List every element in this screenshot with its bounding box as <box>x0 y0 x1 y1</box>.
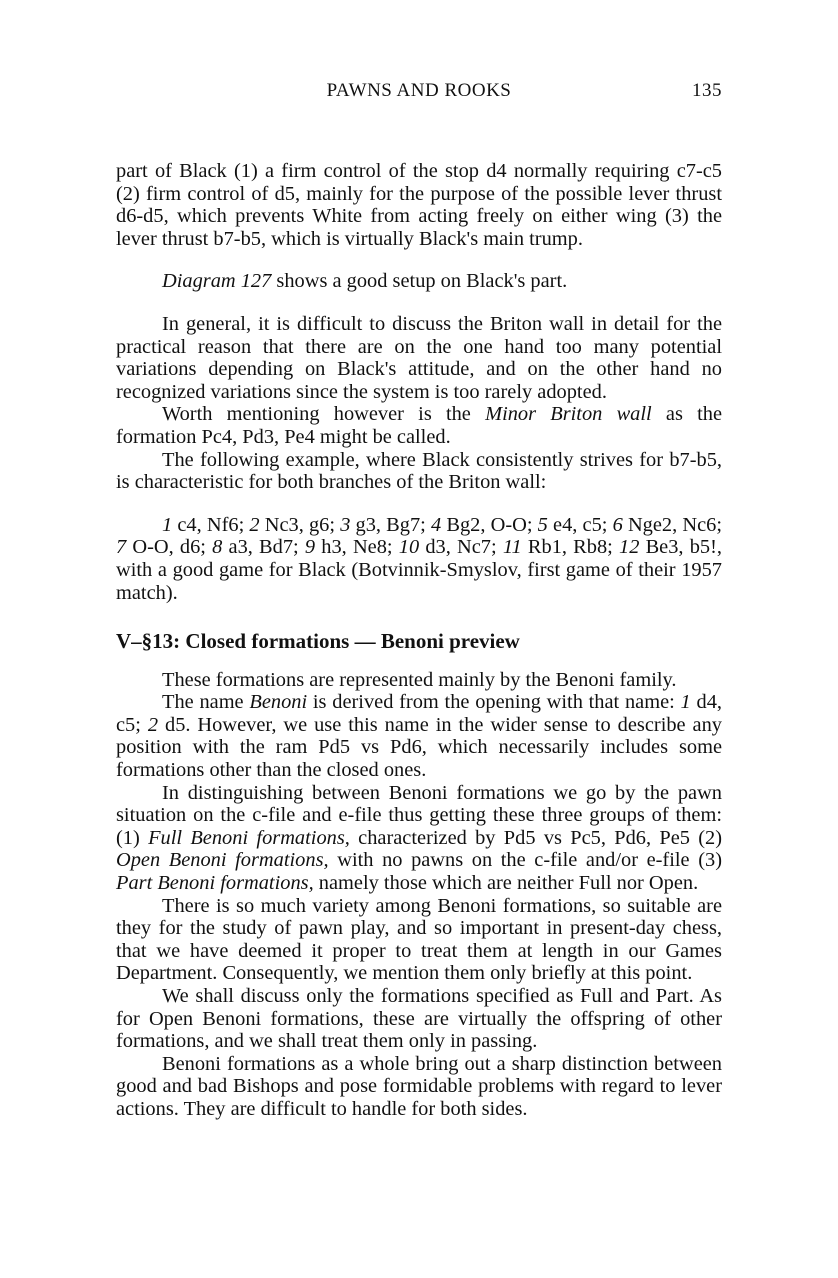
move-text: Be3, b5!, <box>639 536 722 559</box>
move-text: d3, Nc7; <box>419 536 503 559</box>
move-number: 6 <box>612 513 623 536</box>
move-text: c4, Nf6; <box>172 513 250 536</box>
move-text: Rb1, Rb8; <box>521 536 620 559</box>
paragraph-diagram-ref: Diagram 127 shows a good setup on Black's part. <box>162 270 568 293</box>
move-number: 3 <box>340 513 351 536</box>
running-title: PAWNS AND ROOKS <box>326 80 512 101</box>
page-number: 135 <box>692 80 722 101</box>
move-number: 10 <box>398 536 420 559</box>
section-heading: V–§13: Closed formations — Benoni preview <box>116 629 520 654</box>
paragraph-benoni-intro: These formations are represented mainly by the Benoni family. <box>162 668 677 691</box>
move-text: e4, c5; <box>547 513 613 536</box>
move-text: g3, Bg7; <box>350 513 431 536</box>
paragraph-example-intro: The following example, where Black consistently strives for b7-b5, is characteristic for both branches of the Briton wall: <box>116 448 722 494</box>
diagram-reference: Diagram 127 <box>162 270 272 293</box>
move-text: Nc3, g6; <box>259 513 341 536</box>
move-number: 2 <box>249 513 260 536</box>
move-text: O-O, d6; <box>126 536 213 559</box>
paragraph-briton-wall: In general, it is difficult to discuss the Briton wall in detail for the practical reason that there are on the one hand too many potential variations depending on Black's attitude, and on the other hand no recognized variations since the system is too rarely adopted. <box>116 312 722 403</box>
move-text: h3, Ne8; <box>315 536 399 559</box>
game-moves <box>116 514 722 604</box>
move-number: 11 <box>502 536 522 559</box>
move-text: Bg2, O-O; <box>441 513 538 536</box>
move-number: 4 <box>431 513 442 536</box>
paragraph-benoni-full-part: We shall discuss only the formations specified as Full and Part. As for Open Benoni formations, these are virtually the offspring of other formations, and we shall treat them only in passing. <box>116 985 722 1053</box>
paragraph-benoni-name: The name Benoni is derived from the opening with that name: 1 d4, c5; 2 d5. However, we use this name in the wider sense to describe any position with the ram Pd5 vs Pd6, which necessarily includes some formations other than the closed ones. <box>116 691 722 782</box>
page-body <box>116 160 722 1121</box>
move-number: 9 <box>304 536 316 559</box>
move-text: a3, Bd7; <box>222 536 305 559</box>
paragraph-benoni-variety: There is so much variety among Benoni formations, so suitable are they for the study of pawn play, and so important in present-day chess, that we have deemed it proper to treat them at length in our Games Department. Consequently, we mention them only briefly at this point. <box>116 894 722 985</box>
move-number: 12 <box>619 536 640 559</box>
move-number: 8 <box>212 536 223 559</box>
move-text: Nge2, Nc6; <box>622 513 723 536</box>
move-number: 1 <box>162 513 173 536</box>
paragraph-benoni-bishops: Benoni formations as a whole bring out a sharp distinction between good and bad Bishops and pose formidable problems with regard to lever actions. They are difficult to handle for both sides. <box>116 1052 722 1120</box>
paragraph-benoni-groups: In distinguishing between Benoni formations we go by the pawn situation on the c-file and e-file thus getting these three groups of them: (1) Full Benoni formations, characterized by Pd5 vs Pc5, Pd6, Pe5 (2) Open Benoni formations, with no pawns on the c-file and/or e-file (3) Part Benoni formations, namely those which are neither Full nor Open. <box>116 781 723 895</box>
page-header <box>116 80 722 106</box>
move-number: 5 <box>537 513 548 536</box>
game-summary: with a good game for Black (Botvinnik-Smyslov, first game of their 1957 match). <box>116 558 722 604</box>
move-number: 7 <box>116 536 127 559</box>
paragraph-minor-briton: Worth mentioning however is the Minor Briton wall as the formation Pc4, Pd3, Pe4 might be called. <box>116 403 723 448</box>
paragraph-continuation: part of Black (1) a firm control of the stop d4 normally requiring c7-c5 (2) firm control of d5, mainly for the purpose of the possible lever thrust d6-d5, which prevents White from acting freely on either wing (3) the lever thrust b7-b5, which is virtually Black's main trump. <box>116 160 722 250</box>
